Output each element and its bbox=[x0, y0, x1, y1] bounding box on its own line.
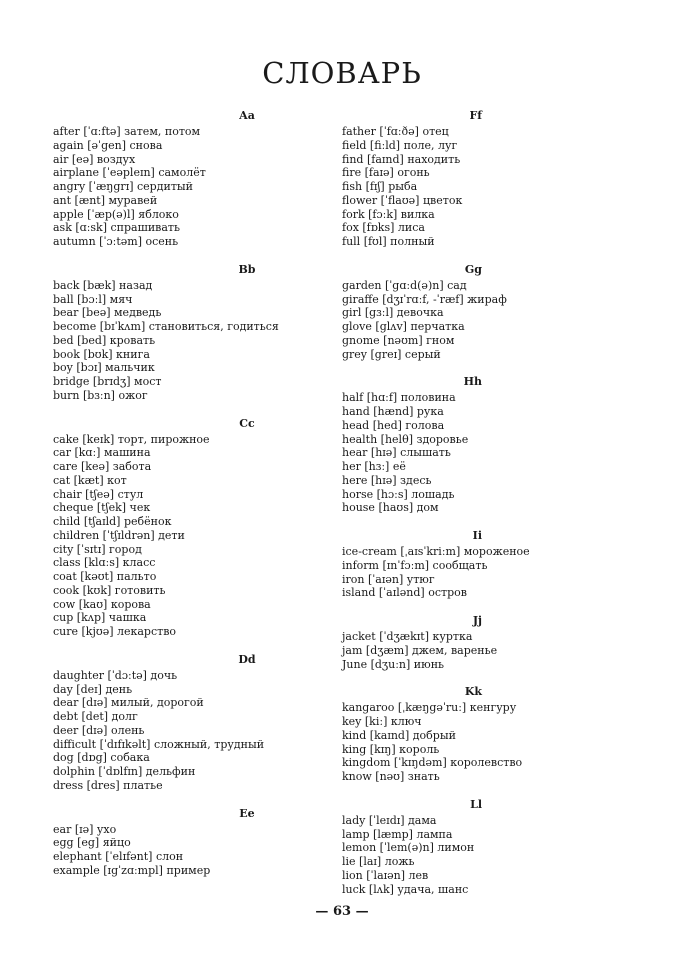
section-letter-heading: Bb bbox=[238, 262, 256, 276]
dictionary-entry: cup [kʌp] чашка bbox=[53, 611, 147, 625]
dictionary-entry: debt [det] долг bbox=[53, 710, 138, 723]
dictionary-entry: dolphin [ˈdɒlfɪn] дельфин bbox=[53, 765, 196, 778]
section-spacer bbox=[342, 249, 642, 261]
dictionary-entry: again [əˈgen] снова bbox=[53, 138, 163, 152]
dictionary-entry: know [nəʊ] знать bbox=[342, 770, 440, 783]
section-letter-heading: Jj bbox=[472, 614, 482, 627]
dictionary-entry: grey [greɪ] серый bbox=[342, 347, 441, 361]
dictionary-entry: chair [tʃeə] стул bbox=[53, 487, 144, 501]
dictionary-entry: fox [fɒks] лиса bbox=[342, 221, 425, 235]
section-letter-heading: Kk bbox=[464, 685, 482, 699]
dictionary-entry: dress [dres] платье bbox=[53, 778, 163, 792]
dictionary-entry: cook [kʊk] готовить bbox=[53, 583, 166, 597]
dictionary-entry: field [fiːld] поле, луг bbox=[342, 138, 458, 152]
dictionary-entry: her [hɜː] её bbox=[342, 460, 406, 473]
dictionary-entry: garden [ˈgɑːd(ə)n] сад bbox=[342, 278, 467, 292]
dictionary-entry: inform [ɪnˈfɔːm] сообщать bbox=[342, 558, 488, 572]
dictionary-entry: ask [ɑːsk] спрашивать bbox=[53, 221, 180, 235]
dictionary-entry: island [ˈaɪlənd] остров bbox=[342, 586, 467, 600]
section-letter-heading: Gg bbox=[464, 262, 482, 276]
section-spacer bbox=[342, 515, 642, 527]
section-spacer bbox=[342, 600, 642, 612]
dictionary-entry: kangaroo [ˌkæŋgəˈruː] кенгуру bbox=[342, 701, 517, 715]
dictionary-entry: burn [bɜːn] ожог bbox=[53, 388, 148, 402]
dictionary-entry: June [dʒuːn] июнь bbox=[342, 657, 445, 671]
dictionary-entry: horse [hɔːs] лошадь bbox=[342, 487, 455, 501]
dictionary-entry: hear [hɪə] слышать bbox=[342, 446, 451, 460]
dictionary-entry: kind [kaɪnd] добрый bbox=[342, 728, 456, 742]
dictionary-entry: fish [fɪʃ] рыба bbox=[342, 180, 418, 193]
dictionary-entry: city [ˈsɪtɪ] город bbox=[53, 542, 142, 556]
dictionary-entry: kingdom [ˈkɪŋdəm] королевство bbox=[342, 756, 523, 770]
dictionary-entry: health [helθ] здоровье bbox=[342, 432, 469, 446]
dictionary-entry: air [eə] воздух bbox=[53, 152, 136, 166]
dictionary-entry: after [ˈɑːftə] затем, потом bbox=[53, 125, 201, 138]
dictionary-entry: jacket [ˈdʒækɪt] куртка bbox=[342, 630, 473, 643]
dictionary-entry: luck [lʌk] удача, шанс bbox=[342, 882, 469, 896]
dictionary-section bbox=[53, 805, 323, 878]
section-spacer bbox=[53, 639, 323, 651]
dictionary-entry: cat [kæt] кот bbox=[53, 473, 127, 487]
dictionary-entry: child [tʃaɪld] ребёнок bbox=[53, 515, 172, 528]
dictionary-entry: bear [beə] медведь bbox=[53, 306, 162, 320]
section-letter-heading: Ee bbox=[239, 806, 255, 820]
dictionary-entry: ant [ænt] муравей bbox=[53, 193, 158, 207]
dictionary-entry: ice-cream [ˌaɪsˈkriːm] мороженое bbox=[342, 545, 530, 558]
dictionary-entry: house [haʊs] дом bbox=[342, 501, 439, 515]
dictionary-entry: lady [ˈleɪdɪ] дама bbox=[342, 813, 437, 827]
dictionary-section bbox=[342, 612, 642, 671]
dictionary-entry: class [klɑːs] класс bbox=[53, 556, 156, 570]
dictionary-entry: airplane [ˈeəpleɪn] самолёт bbox=[53, 166, 206, 180]
dictionary-entry: cake [keɪk] торт, пирожное bbox=[53, 432, 210, 446]
dictionary-entry: dear [dɪə] милый, дорогой bbox=[53, 696, 204, 710]
dictionary-entry: example [ɪgˈzɑːmpl] пример bbox=[53, 863, 211, 877]
right-column bbox=[342, 107, 642, 896]
dictionary-entry: cheque [tʃek] чек bbox=[53, 501, 151, 515]
section-spacer bbox=[53, 403, 323, 415]
dictionary-entry: book [bʊk] книга bbox=[53, 347, 150, 361]
dictionary-entry: girl [gɜːl] девочка bbox=[342, 306, 444, 320]
dictionary-entry: glove [glʌv] перчатка bbox=[342, 320, 465, 333]
dictionary-entry: ear [ɪə] ухо bbox=[53, 822, 117, 836]
dictionary-section bbox=[342, 261, 642, 362]
dictionary-entry: lie [laɪ] ложь bbox=[342, 855, 415, 868]
dictionary-entry: fire [faɪə] огонь bbox=[342, 166, 430, 180]
dictionary-entry: coat [kəʊt] пальто bbox=[53, 570, 157, 583]
dictionary-section bbox=[53, 651, 323, 793]
section-letter-heading: Ll bbox=[470, 797, 482, 811]
dictionary-section bbox=[342, 373, 642, 515]
dictionary-entry: fork [fɔːk] вилка bbox=[342, 207, 435, 221]
dictionary-entry: children [ˈtʃɪldrən] дети bbox=[53, 528, 185, 542]
section-letter-heading: Dd bbox=[238, 652, 256, 666]
dictionary-entry: deer [dɪə] олень bbox=[53, 723, 145, 737]
section-spacer bbox=[53, 793, 323, 805]
dictionary-entry: difficult [ˈdɪfɪkəlt] сложный, трудный bbox=[53, 737, 265, 751]
dictionary-entry: elephant [ˈelɪfənt] слон bbox=[53, 850, 184, 863]
section-spacer bbox=[342, 671, 642, 683]
dictionary-entry: ball [bɔːl] мяч bbox=[53, 292, 133, 306]
section-letter-heading: Ii bbox=[472, 529, 482, 542]
dictionary-entry: lion [ˈlaɪən] лев bbox=[342, 868, 429, 882]
dictionary-entry: day [deɪ] день bbox=[53, 682, 133, 696]
section-letter-heading: Aa bbox=[239, 109, 255, 122]
dictionary-entry: iron [ˈaɪən] утюг bbox=[342, 572, 435, 586]
dictionary-entry: angry [ˈæŋgrɪ] сердитый bbox=[53, 180, 193, 193]
dictionary-entry: find [faɪnd] находить bbox=[342, 152, 461, 166]
dictionary-entry: become [bɪˈkʌm] становиться, годиться bbox=[53, 320, 279, 333]
dictionary-section bbox=[342, 107, 642, 249]
dictionary-entry: cow [kaʊ] корова bbox=[53, 597, 151, 611]
dictionary-section bbox=[342, 796, 642, 897]
dictionary-entry: egg [eg] яйцо bbox=[53, 836, 131, 850]
section-spacer bbox=[53, 249, 323, 261]
dictionary-entry: jam [dʒæm] джем, варенье bbox=[342, 643, 498, 657]
section-spacer bbox=[342, 784, 642, 796]
dictionary-entry: boy [bɔɪ] мальчик bbox=[53, 361, 155, 375]
dictionary-entry: cure [kjʊə] лекарство bbox=[53, 625, 177, 638]
dictionary-entry: flower [ˈflaʊə] цветок bbox=[342, 193, 463, 207]
section-letter-heading: Hh bbox=[463, 375, 482, 389]
dictionary-entry: daughter [ˈdɔːtə] дочь bbox=[53, 668, 178, 682]
dictionary-entry: here [hɪə] здесь bbox=[342, 473, 432, 487]
page-number: — 63 — bbox=[315, 904, 369, 919]
dictionary-entry: lamp [læmp] лампа bbox=[342, 827, 453, 841]
dictionary-entry: care [keə] забота bbox=[53, 460, 152, 473]
dictionary-entry: dog [dɒg] собака bbox=[53, 751, 150, 765]
dictionary-section bbox=[53, 415, 323, 639]
left-column bbox=[53, 107, 323, 878]
dictionary-entry: bed [bed] кровать bbox=[53, 333, 156, 347]
dictionary-entry: lemon [ˈlem(ə)n] лимон bbox=[342, 841, 475, 855]
dictionary-section bbox=[342, 527, 642, 600]
section-letter-heading: Cc bbox=[239, 416, 255, 430]
dictionary-entry: head [hed] голова bbox=[342, 418, 445, 432]
dictionary-entry: gnome [nəʊm] гном bbox=[342, 333, 455, 347]
dictionary-entry: hand [hænd] рука bbox=[342, 405, 444, 418]
dictionary-section bbox=[53, 107, 323, 249]
dictionary-entry: king [kɪŋ] король bbox=[342, 742, 440, 756]
dictionary-section bbox=[342, 683, 642, 784]
page-title: СЛОВАРЬ bbox=[262, 56, 422, 90]
dictionary-entry: autumn [ˈɔːtəm] осень bbox=[53, 235, 179, 248]
dictionary-section bbox=[53, 261, 323, 403]
dictionary-entry: giraffe [dʒɪˈrɑːf, -ˈræf] жираф bbox=[342, 292, 507, 306]
dictionary-entry: full [fʊl] полный bbox=[342, 235, 435, 248]
dictionary-entry: apple [ˈæp(ə)l] яблоко bbox=[53, 207, 179, 221]
section-letter-heading: Ff bbox=[469, 109, 482, 122]
dictionary-entry: key [kiː] ключ bbox=[342, 715, 422, 728]
section-spacer bbox=[342, 361, 642, 373]
dictionary-entry: father [ˈfɑːðə] отец bbox=[342, 125, 449, 138]
dictionary-entry: half [hɑːf] половина bbox=[342, 391, 456, 405]
dictionary-entry: car [kɑː] машина bbox=[53, 446, 151, 460]
dictionary-entry: back [bæk] назад bbox=[53, 278, 153, 292]
dictionary-entry: bridge [brɪdʒ] мост bbox=[53, 375, 162, 388]
